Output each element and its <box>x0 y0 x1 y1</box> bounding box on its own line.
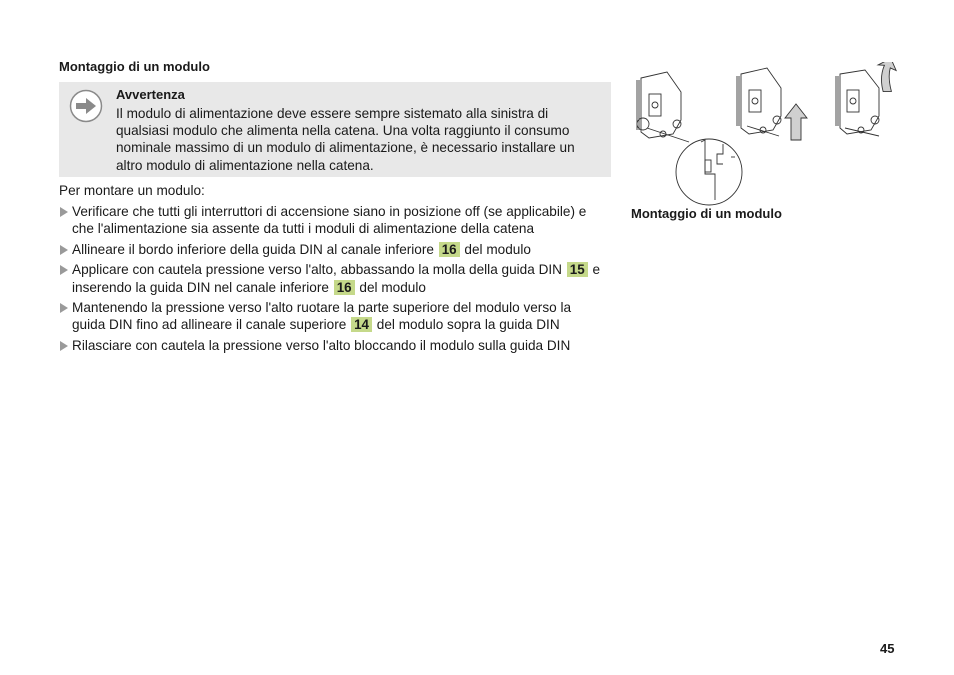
list-item: Rilasciare con cautela la pressione verso l'alto bloccando il modulo sulla guida DIN <box>59 337 609 354</box>
zoom-detail <box>676 139 742 205</box>
warning-notice <box>59 82 611 177</box>
reference-badge: 16 <box>439 242 460 257</box>
notice-text: Il modulo di alimentazione deve essere sempre sistemato alla sinistra di qualsiasi modulo che alimenta nella catena. Una volta raggiunto il consumo nominale massimo di un modulo di alimentazione, è necessario installare un altro modulo di alimentazione nella catena. <box>116 106 575 173</box>
bullet-triangle-icon <box>60 207 68 217</box>
list-item: Applicare con cautela pressione verso l'alto, abbassando la molla della guida DIN 15 e inserendo la guida DIN nel canale inferiore 16 del modulo <box>59 261 609 296</box>
module-drawing-2 <box>737 68 781 136</box>
reference-badge: 15 <box>567 262 588 277</box>
bullet-triangle-icon <box>60 245 68 255</box>
bullet-triangle-icon <box>60 341 68 351</box>
reference-badge: 14 <box>351 317 372 332</box>
figure-caption: Montaggio di un modulo <box>631 206 782 221</box>
up-arrow-icon <box>785 104 807 140</box>
list-item: Verificare che tutti gli interruttori di accensione siano in posizione off (se applicabile) e che l'alimentazione sia assente da tutti i moduli di alimentazione della catena <box>59 203 609 238</box>
reference-badge: 16 <box>334 280 355 295</box>
list-item: Mantenendo la pressione verso l'alto ruotare la parte superiore del modulo verso la guida DIN fino ad allineare il canale superiore 14 del modulo sopra la guida DIN <box>59 299 609 334</box>
page-number: 45 <box>880 641 895 656</box>
arrow-right-icon <box>69 89 103 123</box>
module-drawing-1 <box>637 72 689 142</box>
steps-list <box>59 203 609 357</box>
intro-text: Per montare un modulo: <box>59 183 205 198</box>
bullet-triangle-icon <box>60 303 68 313</box>
section-title: Montaggio di un modulo <box>59 59 210 74</box>
module-mounting-illustration <box>629 62 899 207</box>
list-item: Allineare il bordo inferiore della guida DIN al canale inferiore 16 del modulo <box>59 241 609 258</box>
bullet-triangle-icon <box>60 265 68 275</box>
notice-title: Avvertenza <box>116 87 185 102</box>
module-drawing-3 <box>836 70 879 136</box>
